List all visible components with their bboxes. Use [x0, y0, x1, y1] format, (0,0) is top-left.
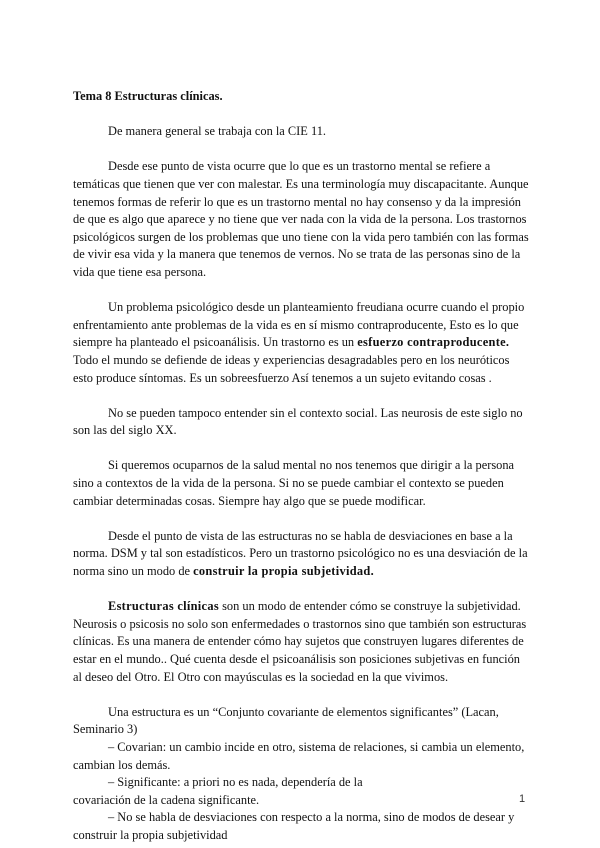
page-number: 1 [519, 793, 526, 805]
bold-phrase: Estructuras clínicas [108, 599, 219, 614]
bullet-significante-line1: – Significante: a priori no es nada, dependería de la [108, 775, 363, 790]
paragraph-contexto-social: No se pueden tampoco entender sin el contexto social. Las neurosis de este siglo no son las del siglo XX. [73, 405, 523, 438]
bullet-covarian: – Covarian: un cambio incide en otro, sistema de relaciones, si cambia un elemento, cambian los demás. [73, 739, 525, 772]
paragraph-definicion-estructura: Una estructura es un “Conjunto covariante de elementos significantes” (Lacan, Seminario 3) [73, 704, 499, 737]
bullet-significante-line2: covariación de la cadena significante. [73, 792, 260, 807]
paragraph-trastorno-mental: Desde ese punto de vista ocurre que lo que es un trastorno mental se refiere a temáticas que tienen que ver con malestar. Es una terminología muy discapacitante. Aunque tenemos formas de referir lo que es un trastorno mental no hay consenso y da la impresión de que es algo que aparece y no tiene que ver nada con la vida de la persona. Los trastornos psicológicos surgen de los problemas que uno tiene con la vida pero también con las formas de vivir esa vida y la manera que tenemos de vernos. No se trata de las personas sino de la vida que tiene esa persona. [73, 159, 529, 279]
document-title: Tema 8 Estructuras clínicas. [73, 89, 223, 103]
bold-phrase: esfuerzo contraproducente. [357, 335, 510, 350]
paragraph-text: Desde el punto de vista de las estructuras no se habla de desviaciones en base a la norma. DSM y tal son estadísticos. Pero un trastorno psicológico no es una desviación de la norma sino un modo de [73, 528, 528, 579]
bold-phrase: construir la propia subjetividad. [193, 564, 374, 579]
document-page [73, 88, 531, 845]
paragraph-problema-psicologico [73, 299, 531, 387]
paragraph-text: Un problema psicológico desde un planteamiento freudiana ocurre cuando el propio enfrentamiento ante problemas de la vida es en sí mismo contraproducente, Esto es lo que siempre ha planteado el psicoanálisis. Un trastorno es un [73, 300, 525, 350]
bullet-desviaciones: – No se habla de desviaciones con respecto a la norma, sino de modos de desear y construir la propia subjetividad [73, 810, 515, 842]
paragraph-cie: De manera general se trabaja con la CIE 11. [108, 124, 326, 139]
paragraph-text: Todo el mundo se defiende de ideas y experiencias desagradables pero en los neuróticos esto produce síntomas. Es un sobreesfuerzo Así tenemos a un sujeto evitando cosas . [73, 352, 510, 385]
paragraph-estructuras-norma [73, 528, 531, 581]
paragraph-text: son un modo de entender cómo se construye la subjetividad. Neurosis o psicosis no solo son enfermedades o trastornos sino que también son estructuras clínicas. Es una manera de entender cómo hay sujetos que construyen lugares diferentes de estar en el mundo.. Qué cuenta desde el psicoanálisis son posiciones subjetivas en función al deseo del Otro. El Otro con mayúsculas es la sociedad en la que vivimos. [73, 599, 527, 684]
paragraph-estructuras-clinicas [73, 598, 531, 686]
paragraph-salud-mental: Si queremos ocuparnos de la salud mental no nos tenemos que dirigir a la persona sino a contextos de la vida de la persona. Si no se puede cambiar el contexto se pueden cambiar determinadas cosas. Siempre hay algo que se puede modificar. [73, 458, 515, 508]
